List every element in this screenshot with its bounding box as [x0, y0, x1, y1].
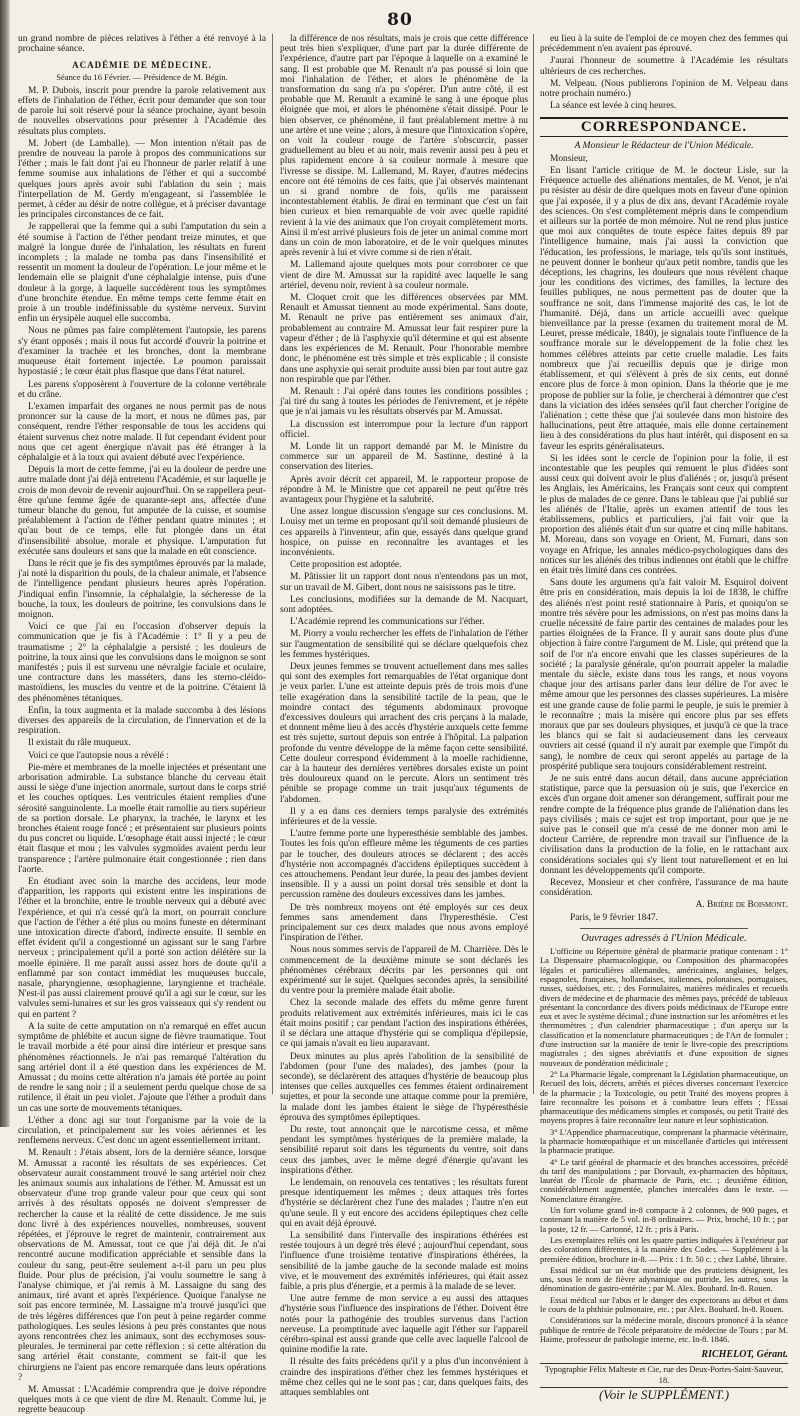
paragraph: Recevez, Monsieur et cher confrère, l'assurance de ma haute considération. [540, 878, 788, 899]
paragraph: En étudiant avec soin la marche des accidens, leur mode d'apparition, les rapports qui existent entre les inspirations de l'éther et la bronchite, entre le trouble nerveux qui a débuté avec l'expérience, et qui n'a cessé qu'à la mort, on pourrait conclure que l'action de l'éther a été plus ou moins funeste en déterminant une intoxication directe d'abord, indirecte ensuite. Il semble en effet évident qu'il a congestionné un agissant sur le sang l'arbre nerveux ; principalement qu'il a porté son action délétère sur la moelle épinière. Il me paraît aussi assez hors de doute qu'il a enflammé par son contact immédiat les muqueuses buccale, nasale, pharyngienne, œsophagienne, laryngienne et trachéale. N'est-il pas aussi clairement prouvé qu'il a agi sur le cœur, sur les valvules semi-lunaires et sur les gros vaisseaux qui s'y rendent ou qui en partent ? [18, 877, 266, 1020]
paragraph: Le lendemain, on renouvela ces tentatives ; les résultats furent presque identiquement les mêmes ; deux attaques très fortes d'hystérie se déclarèrent chez l'une des malades ; l'autre n'en eut qu'une seule. Il y eut encore des accidens épileptiques chez celle qui en avait déjà éprouvé. [280, 1177, 528, 1229]
paragraph: Depuis la mort de cette femme, j'ai eu la douleur de perdre une autre malade dont j'ai déjà entretenu l'Académie, et sur laquelle je crois de mon devoir de revenir aujourd'hui. On se rappellera peut-être qu'une femme âgée de quarante-sept ans, affectée d'une tumeur blanche du genou, fut amputée de la cuisse, et soumise préalablement à l'action de l'éther pendant quatre minutes ; et qu'au bout de ce temps, elle fut plongée dans un état d'insensibilité absolue, morale et physique. L'amputation fut exécutée sans douleurs et sans que la malade en eût conscience. [18, 465, 266, 557]
paragraph: Sans doute les argumens qu'a fait valoir M. Esquirol doivent être pris en considération, mais depuis la loi de 1838, le chiffre des aliénés n'est point resté stationnaire à Paris, et quoiqu'on se montre très sévère pour les admissions, on n'est pas moins dans la cruelle nécessité de faire partir des centaines de malades pour les parties éloignées de la France. Il y aurait sans doute plus d'une objection à faire contre l'argument de M. Lisle, qui prétend que la soif de l'or n'a encore envahi que les classes supérieures de la société ; la paralysie générale, qu'on pourrait appeler la maladie mentale du siècle, existe dans tous les rangs, et nous voyons chaque jour des artisans parler dans leur délire de l'or avec le même amour que les personnes des classes supérieures. La misère est une grande cause de folie parmi le peuple, je suis le premier à le reconnaître ; mais la misère qui encore plus par ses effets moraux que par ses douleurs physiques, et jusqu'à ce que la trace les blancs qui se fait si audacieusement dans les cerveaux ouvriers ait cessé (quand il n'y aurait par exemple que l'impôt du sang), le nombre de ceux qui seront appelés au partage de la prospérité publique sera toujours considérablement restreint. [540, 578, 788, 772]
paragraph: Deux jeunes femmes se trouvent actuellement dans mes salles qui sont des exemples fort remarquables de l'état organique dont je veux parler. L'une est atteinte depuis près de trois mois d'une telle exagération dans la sensibilité tactile de la peau, que le moindre contact des téguments abdominaux provoque d'excessives douleurs qui arrachent des cris perçans à la malade, et donnent même lieu à des accès d'hystérie auxquels cette femme est très sujette, surtout depuis son entrée à l'hôpital. La palpation profonde du ventre développe de la même façon cette sensibilité. Cette douleur correspond évidemment à la moelle rachidienne, car à la hauteur des dernières vertèbres dorsales existe un point très douloureux quand on le percute. Alors un sentiment très pénible se propage comme un trait jusqu'aux téguments de l'abdomen. [280, 661, 528, 805]
letter-address: A Monsieur le Rédacteur de l'Union Médicale. [574, 139, 754, 151]
paragraph: la différence de nos résultats, mais je crois que cette différence peut très bien s'expliquer, d'une part par la durée différente de l'expérience, d'autre part par l'époque à laquelle on a examiné le sang. Il est probable que M. Renault n'a pas poussé si loin que moi l'inhalation de l'éther, et alors le phénomène de la transformation du sang n'a pu s'opérer. D'un autre côté, il est probable que M. Renault a examiné le sang à une époque plus éloignée que moi, et alors le phénomène s'était dissipé. Pour le bien observer, ce phénomène, il faut préalablement mettre à nu une artère et une veine ; alors, à mesure que l'intoxication s'opère, on voit la couleur rouge de l'artère s'obscurcir, passer graduellement au bleu et au noir, mais revenir aussi peu à peu et plus rapidement encore à sa couleur normale à mesure que l'ivresse se dissipe. M. Lallemand, M. Rayer, d'autres médecins encore ont été témoins de ces faits, que j'ai observés maintenant un si grand nombre de fois, qu'ils me paraissent incontestablement établis. Je dirai en terminant que c'est un fait bien curieux et bien remarquable de voir avec quelle rapidité revient à la vie des animaux que l'on croyait complètement morts. Ainsi il m'est arrivé plusieurs fois de jeter un animal comme mort dans un coin de mon laboratoire, et de le voir quelques minutes après revenir à lui et vivre comme si de rien n'était. [280, 34, 528, 259]
paragraph: Après avoir décrit cet appareil, M. le rapporteur propose de répondre à M. le Ministre que cet appareil ne peut qu'être très avantageux pour l'hygiène et la salubrité. [280, 474, 528, 505]
column-rule [533, 34, 534, 1094]
paragraph: 4° Le tarif général de pharmacie et des branches accessoires, précédé du tarif des manipulations ; par Dorvault, ex-pharmacien des hôpitaux, lauréat de l'École de pharmacie de Paris, etc. ; deuxième édition, considérablement augmentée, planches intercalées dans le texte. — Nomenclature étrangère. [540, 1157, 788, 1204]
paragraph: M. Piorry a voulu rechercher les effets de l'inhalation de l'éther sur l'augmentation de sensibilité qui se déclare quelquefois chez les femmes hystériques. [280, 629, 528, 660]
paragraph: Nous ne pûmes pas faire complètement l'autopsie, les parens s'y étant opposés ; mais il nous fut accordé d'ouvrir la poitrine et d'examiner la trachée et les bronches, dont la membrane muqueuse était fortement injectée. Le poumon paraissait hypostasié ; le cœur était plus flasque que dans l'état naturel. [18, 326, 266, 378]
paragraph: 2° La Pharmacie légale, comprenant la Législation pharmaceutique, un Recueil des lois, décrets, arrêtés et pièces diverses concernant l'exercice de la pharmacie ; la Toxicologie, ou petit Traité des moyens propres à faire reconnaître les poisons et à combattre leurs effets ; l'Essai pharmaceutique des médicamens simples et composés, ou petit Traité des moyens propres à faire reconnaître leur nature et leur sophistication. [540, 1069, 788, 1126]
paragraph: Une autre femme de mon service a eu aussi des attaques d'hystérie sous l'influence des inspirations de l'éther. Doivent être notés pour la pathogénie des troubles survenus dans l'action nerveuse. La promptitude avec laquelle agit l'éther sur l'appareil cérébro-spinal est aussi grande que celle avec laquelle l'alcool de quinine modifie la rate. [280, 1294, 528, 1356]
paragraph: M. Pâtissier lit un rapport dont nous n'entendons pas un mot, sur un travail de M. Gibert, dont nous ne saisissons pas le titre. [280, 572, 528, 593]
printer-line: Typographie Félix Malteste et Cie, rue des Deux-Portes-Saint-Sauveur, 18. [540, 1363, 788, 1387]
paragraph: Essai médical sur l'abus et le danger des expectorans au début et dans le cours de la phthisie pulmonaire, etc. ; par Alex. Bouhard. In-8. Rouen. [540, 1295, 788, 1315]
paragraph: La discussion est interrompue pour la lecture d'un rapport officiel. [280, 419, 528, 440]
intro-paragraph: un grand nombre de pièces relatives à l'éther a été renvoyé à la prochaine séance. [18, 34, 266, 55]
paragraph: Voici ce que l'autopsie nous a révélé : [28, 750, 169, 761]
paragraph: Les exemplaires reliés ont les quatre parties indiquées à l'extérieur par des colorations différentes, à la manière des Codes. — Supplément à la première édition, brochure in-8. — Prix : 1 fr. 50 c. ; chez Labbé, libraire. [540, 1235, 788, 1264]
paragraph: Dans le récit que je fis des symptômes éprouvés par la malade, j'ai noté la disparition du pouls, de la chaleur animale, et l'absence de l'intelligence pendant plusieurs heures après l'opération. J'indiquai enfin l'insomnie, la céphalalgie, la sécheresse de la bouche, la toux, les douleurs de poitrine, les convulsions dans le moignon. [18, 558, 266, 620]
paragraph: M. Lallemand ajoute quelques mots pour corroborer ce que vient de dire M. Amussat sur la rapidité avec laquelle le sang artériel, devenu noir, revient à sa couleur normale. [280, 260, 528, 291]
separator [580, 928, 748, 929]
works-title: Ouvrages adressés à l'Union Médicale. [581, 932, 747, 944]
paragraph: Il y a eu dans ces derniers temps paralysie des extrémités inférieures et de la vessie. [280, 806, 528, 828]
paragraph: Deux minutes au plus après l'abolition de la sensibilité de l'abdomen (pour l'une des malades), des jambes (pour la seconde), se déclarèrent des attaques d'hystérie de beaucoup plus intenses que celles auxquelles ces femmes étaient ordinairement sujettes, et pour la seconde une attaque comme pour la première, la malade dont les jambes étaient le siège de l'hypéresthésie éprouva des symptômes épileptiques. [280, 1051, 528, 1123]
academy-title: ACADÉMIE DE MÉDECINE. [72, 60, 212, 71]
paragraph: Pie-mère et membranes de la moelle injectées et présentant une arborisation admirable. La substance blanche du cerveau était aussi le siège d'une injection anormale, surtout dans le corps strié et les couches optiques. Les ventricules étaient remplies d'une sérosité sanguinolente. La moelle était ramollie au tiers supérieur de sa portion dorsale. Le pharynx, la trachée, le larynx et les bronches étaient rouge foncé ; et présentaient sur plusieurs points du pus concret ou liquide. L'œsophage était aussi injecté ; le cœur était flasque et mou ; les valvules sygmoïdes avaient perdu leur transparence ; l'artère pulmonaire était congestionnée ; rien dans l'aorte. [18, 762, 266, 875]
paragraph: L'éther a donc agi sur tout l'organisme par la voie de la circulation, et principalement sur les voies aériennes et les renflemens nerveux. C'est donc un agent essentiellement irritant. [18, 1115, 266, 1147]
paragraph: L'officine ou Répertoire général de pharmacie pratique contenant : 1° La Dispensaire pharmacologique, ou Composition des pharmacopées légales et particulières allemandes, américaines, anglaises, belges, espagnoles, françaises, hollandaises, italiennes, polonaises, portugaises, russes, suédoises, etc. ; des Formulaires, matières médicales et recueils divers de médecine et de pharmacie des mêmes pays, précédé de tableaux présentant la concordance des divers poids médicinaux de l'Europe entre eux et avec le système décimal ; d'une instruction sur les aréomètres et les thermomètres ; d'un calendrier pharmaceutique ; d'un aperçu sur la classification et la nomenclature pharmaceutiques ; de l'Art de formuler ; d'une instruction sur la manière de tenir le livre-copie des prescriptions magistrales ; des signes abréviatifs et d'une exposition de signes nouveaux de pondération médicinale ; [540, 947, 788, 1068]
paragraph: Chez la seconde malade des effets du même genre furent produits relativement aux extrémités inférieures, mais ici le cas était moins positif ; car pendant l'action des inspirations éthérées, il se déclara une attaque d'hystérie qui se compliqua d'épilepsie, ce qui jamais n'avait eu lieu auparavant. [280, 998, 528, 1050]
seance-line: Séance du 16 Février. — Présidence de M. Bégin. [56, 71, 228, 82]
column-middle [280, 34, 528, 1398]
paragraph: Il résulte des faits précédens qu'il y a plus d'un inconvénient à craindre des inspirations d'éther chez les femmes hystériques et même chez celles qui ne le sont pas ; car, dans quelques faits, des attaques semblables ont [280, 1357, 528, 1398]
paragraph: M. Amussat : L'Académie comprendra que je doive répondre quelques mots à ce que vient de dire M. Renault. Comme lui, je regrette beaucoup [18, 1385, 266, 1416]
paragraph: M. Renault : J'ai opéré dans toutes les conditions possibles ; j'ai tiré du sang à toutes les périodes de l'enivrement, et je répète que je n'ai jamais vu les résultats observés par M. Amussat. [280, 386, 528, 418]
paragraph: L'autre femme porte une hyperesthésie semblable des jambes. Toutes les fois qu'on effleure même les téguments de ces parties par le toucher, des douleurs atroces se déclarent ; des accès d'hystérie non accompagnés d'accidens épileptiques succèdent à ces attouchemens. Pendant leur durée, la peau des jambes devient insensible. Il y a aussi un point dorsal très sensible et dont la percussion ramène des douleurs excessives dans les jambes. [280, 829, 528, 901]
signature: A. Brière de Boismont. [695, 900, 788, 911]
paragraph: M. Velpeau. (Nous publierons l'opinion de M. Velpeau dans notre prochain numéro.) [540, 78, 788, 100]
supplement-note: (Voir le SUPPLÉMENT.) [598, 1386, 730, 1402]
paragraph: Les parens s'opposèrent à l'ouverture de la colonne vertébrale et du crâne. [18, 379, 266, 400]
col2-body [280, 34, 528, 1398]
paragraph: M. P. Dubois, inscrit pour prendre la parole relativement aux effets de l'inhalation de l'éther, écrit pour demander que son tour de parole lui soit réservé pour la séance prochaine, ayant besoin de nouvelles observations pour présenter à l'Académie des résultats plus complets. [18, 85, 266, 137]
paragraph: De très nombreux moyens ont été employés sur ces deux femmes sans amendement dans l'hyperesthésie. C'est principalement sur ces deux malades que nous avons employé l'inspiration de l'éther. [280, 902, 528, 944]
paragraph: Un fort volume grand in-8 compacte à 2 colonnes, de 900 pages, et contenant la matière de 5 vol. in-8 ordinaires. — Prix, broché, 10 fr. ; par la poste, 12 fr. — Cartonné, 12 fr. ; pris à Paris. [540, 1206, 788, 1234]
paragraph: Nous nous sommes servis de l'appareil de M. Charrière. Dès le commencement de la deuxième minute se sont déclarés les phénomènes cérébraux décrits par les personnes qui ont expérimenté sur le sujet. Quelques secondes après, la sensibilité du ventre pour la première malade était abolie. [280, 945, 528, 997]
paragraph: M. Renault : J'étais absent, lors de la dernière séance, lorsque M. Amussat a raconté les résultats de ses expériences. Cet observateur aurait constamment trouvé le sang artériel noir chez les animaux soumis aux inhalations de l'éther. M. Amussat est un observateur d'une trop grande valeur pour que ceux qui sont arrivés à des résultats opposés ne doivent s'empresser de rechercher la cause et la réalité de cette dissidence. Je me suis donc livré à des expériences nouvelles, nombreuses, souvent répétées, et j'éprouve le regret de maintenir, contrairement aux observations de M. Amussat, tout ce que j'ai déjà dit. Je n'ai rencontré aucune modification appréciable et sensible dans la couleur du sang, peut-être seulement a-t-il paru un peu plus fluide. Pour plus de précision, j'ai voulu soumettre le sang à l'analyse chimique, et j'ai remis à M. Lassaigne du sang des animaux, tiré avant et après l'expérience. Quoique l'analyse ne soit pas encore terminée, M. Lassaigne m'a trouvé jusqu'ici que de très légères différences que l'on peut à peine regarder comme pathologiques. Les seules lésions à peu près constantes que nous ayons rencontrées chez les animaux, sont des ecchymoses sous-pleurales. Je terminerai par cette réflexion : si cette altération du sang artériel était constante, comment se fait-il que les chirurgiens ne l'aient pas encore remarquée dans leurs opérations ? [18, 1148, 266, 1383]
works-body [540, 947, 788, 1344]
column-left [18, 34, 266, 1416]
column-right [540, 34, 788, 1402]
col3-top [540, 34, 788, 111]
paragraph: Voici ce que j'ai eu l'occasion d'observer depuis la communication que je fis à l'Académie : 1° Il y a peu de traumatisme ; 2° la céphalalgie a persisté ; les douleurs de poitrine, la toux ainsi que les convulsions dans le moignon se sont manifestés ; puis il est survenu une névralgie faciale et oculaire, une contracture dans les masséters, dans les sterno-cléido-mastoïdiens, les muscles du ventre et de la poitrine. C'étaient là des phénomènes tétaniques. [18, 622, 266, 704]
salutation: Monsieur, [550, 153, 588, 164]
paragraph: 3° L'Appendice pharmaceutique, comprenant la pharmacie vétérinaire, la pharmacie homœopathique et un miscellanée d'articles qui intéressent la pharmacie pratique. [540, 1127, 788, 1156]
col1-body [18, 86, 266, 1416]
paragraph: En lisant l'article critique de M. le docteur Lisle, sur la Fréquence actuelle des aliénations mentales, de M. Venot, je n'ai pu résister au désir de dire quelques mots en faveur d'une opinion que j'ai exposée, il y a plus de dix ans, devant l'Académie royale des sciences. On s'est complètement mépris dans le compendium et ailleurs sur la portée de mon mémoire. Nul ne rend plus justice que moi aux conquêtes de toute espèce faites depuis 89 par l'intelligence humaine, mais j'ai aussi la conviction que l'éducation, les professions, le mariage, tels qu'ils sont institués, ne peuvent donner le bonheur qu'aux petit nombre, tandis que les déceptions, les chagrins, les douleurs que nous révèlent chaque jour les conditions des victimes, des familles, la lecture des feuilles publiques, ne nous permettent pas de douter que la souffrance ne soit, dans l'immense majorité des cas, le lot de l'humanité. Déjà, dans un article accueilli avec quelque bienveillance par la presse (examen du traitement moral de M. Leuret, presse médicale, 1840), je signalais toute l'influence de la souffrance morale sur le développement de la folie chez les hommes célèbres atteints par cette cruelle maladie. Les faits nombreux que j'ai recueillis depuis que je dirige mon établissement, et qui s'élèvent à près de six cents, eut donné encore plus de force à mon opinion. Dans la théorie que je me propose de publier sur la folie, je chercherai à démontrer que c'est dans la viciation des idées sensées qu'il faut chercher l'origine de l'aliénation ; cette thèse que j'ai soulevée dans mon histoire des hallucinations, peut être attaquée, mais elle donne certainement lieu à des considérations du plus haut intérêt, qui disposent en sa faveur les esprits généralisateurs. [540, 166, 788, 452]
paragraph: L'Académie reprend les communications sur l'éther. [290, 617, 485, 628]
paragraph: Il existait du râle muqueux. [28, 738, 131, 749]
paragraph: Du reste, tout annonçait que le narcotisme cessa, et même pendant les symptômes hystériques de la première malade, la sensibilité reparut soit dans les téguments du ventre, soit dans ceux des jambes, avec le même degré d'énergie qu'avant les inspirations d'éther. [280, 1124, 528, 1176]
letter-date: Paris, le 9 février 1847. [570, 912, 658, 923]
page-number: 80 [387, 10, 413, 30]
page-binding-edge [0, 0, 10, 1127]
paragraph: Essai médical sur un état morbide que des praticiens désignent, les uns, sous le nom de fièvre adynamique ou putride, les autres, sous la dénomination de gastro-entérite ; par M. Alex. Bouhard. In-8. Rouen. [540, 1265, 788, 1294]
paragraph: La séance est levée à cinq heures. [550, 101, 677, 112]
paragraph: J'aurai l'honneur de soumettre à l'Académie les résultats ultérieurs de ces recherches. [540, 56, 788, 77]
correspondence-title: CORRESPONDANCE. [540, 117, 788, 136]
paragraph: Considérations sur la médecine morale, discours prononcé à la séance publique de rentrée de l'école préparatoire de médecine de Tours ; par M. Haime, professeur de pathologie interne, etc. In-8. 1846. [540, 1316, 788, 1344]
paragraph: La sensibilité dans l'intervalle des inspirations éthérées est restée toujours à un degré très élevé ; aujourd'hui cependant, sous l'influence d'une troisième tentative d'inspirations éthérées, la sensibilité de la jambe gauche de la seconde malade est moins vive, et le mouvement des extrémités inférieures, qui était assez faible, a pris plus d'énergie, et a permis à la malade de se lever. [280, 1230, 528, 1292]
paragraph: M. Jobert (de Lamballe). — Mon intention n'était pas de prendre de nouveau la parole à propos des communications sur l'éther ; mais le fait dont j'ai eu l'honneur de parler relatif à une femme soumise aux inhalations de l'éther et qui a succombé quelques jours après avoir subi l'ablation du sein ; mais l'interpellation de M. Gerdy m'engageant, si l'assemblée le permet, à céder au désir de notre collègue, et à préciser davantage les principales circonstances de ce fait. [18, 138, 266, 221]
paragraph: Enfin, la toux augmenta et la malade succomba à des lésions diverses des appareils de la circulation, de l'innervation et de la respiration. [18, 705, 266, 737]
paragraph: L'examen imparfait des organes ne nous permit pas de nous prononcer sur la cause de la mort, et nous ne dûmes pas, par conséquent, rendre l'éther responsable de tous les accidens qui étaient survenus chez notre malade. Il fut cependant évident pour nous que cet agent énergique n'avait pas été étranger à la céphalalgie et à la toux qui avaient débuté avec l'expérience. [18, 401, 266, 463]
letter-body [540, 166, 788, 898]
paragraph: Je ne suis entré dans aucun détail, dans aucune appréciation statistique, parce que la persuasion où je suis, que l'exercice en excès d'un organe doit amener son dérangement, suffirait pour me rendre compte de la fréquence plus grande de l'aliénation dans les pays civilisés ; mais ce sujet est trop important, pour que je ne suive pas le conseil que m'a cessé de me donner mon ami le docteur Carrière, de reprendre mon travail sur l'influence de la civilisation dans la production de la folie, en le rattachant aux considérations sociales qui s'y lient tout naturellement et en lui donnant les développements qu'il comporte. [540, 774, 788, 876]
paragraph: M. Cloquet croit que les différences observées par MM. Renault et Amussat tiennent au mode expérimental. Sans doute, M. Renault ne prive pas entièrement ses animaux d'air, probablement au contraire M. Amussat leur fait respirer pure la vapeur d'éther ; de là l'asphyxie qu'il détermine et qui est absente dans les expériences de M. Renault. Pour l'honorable membre donc, le phénomène est très simple et très explicable ; il consiste dans une asphyxie qui serait produite aussi bien par tout autre gaz non respirable que par l'éther. [280, 293, 528, 385]
paragraph: A la suite de cette amputation on n'a remarqué en effet aucun symptôme de phlébite et aucun signe de fièvre traumatique. Tout le travail morbide a été pour ainsi dire intérieur et presque sans phénomènes réactionnels. Je n'ai pas remarqué l'altération du sang artériel dont il a été question dans les expériences de M. Amussat ; du moins cette altération n'a jamais été portée au point de rendre le sang noir ; il a seulement perdu quelque chose de sa rutilence, il était un peu violet. J'ajoute que l'éther a produit dans un cas une sorte de mouvements tétaniques. [18, 1021, 266, 1114]
paragraph: eu lieu à la suite de l'emploi de ce moyen chez des femmes qui précédemment n'en avaient pas éprouvé. [540, 34, 788, 55]
column-rule [272, 34, 273, 1094]
paragraph: Je rappellerai que la femme qui a subi l'amputation du sein a été soumise à l'action de l'éther pendant treize minutes, et que malgré la longue durée de l'inhalation, les résultats en furent incomplets ; la malade ne tomba pas dans l'insensibilité et ressentit un moment la douleur de l'opération. Le jour même et le lendemain elle se plaignit d'une céphalalgie intense, puis d'une douleur à la gorge, à laquelle succédèrent tous les symptômes d'une bronchite étendue. En même temps cette femme était en proie à un trouble indéfinissable du système nerveux. Survint enfin un érysipèle auquel elle succomba. [18, 222, 266, 325]
paragraph: Si les idées sont le cercle de l'opinion pour la folie, il est incontestable que les peuples qui remuent le plus d'idées sont aussi ceux qui doivent avoir le plus d'aliénés ; or, jusqu'à présent les Anglais, les Américains, les Français sont ceux qui comptent le plus de malades de ce genre. Dans le tableau que j'ai publié sur les aliénés de l'Italie, après un examen attentif de tous les établissemens, publics et particuliers, j'ai fait voir que la proportion des aliénés était d'un sur quatre et cinq mille habitans. M. Moreau, dans son voyage en Orient, M. Furnari, dans son voyage en Afrique, les annales médico-psychologiques dans des notices sur les aliénés des tribus indiennes ont établi que le chiffre en était très limité dans ces contrées. [540, 453, 788, 576]
paragraph: M. Londe lit un rapport demandé par M. le Ministre du commerce sur un appareil de M. Sastinne, destiné à la conservation des literies. [280, 441, 528, 473]
paragraph: Une assez longue discussion s'engage sur ces conclusions. M. Louisy met un terme en proposant qu'il soit demandé plusieurs de ces appareils à l'inventeur, afin que, essayés dans quelque grand hospice, on puisse en reconnaître les avantages et les inconvénients. [280, 507, 528, 558]
gerant-line: RICHELOT, Gérant. [701, 1349, 788, 1361]
paragraph: Cette proposition est adoptée. [290, 560, 402, 571]
paragraph: Les conclusions, modifiées sur la demande de M. Nacquart, sont adoptées. [280, 594, 528, 615]
